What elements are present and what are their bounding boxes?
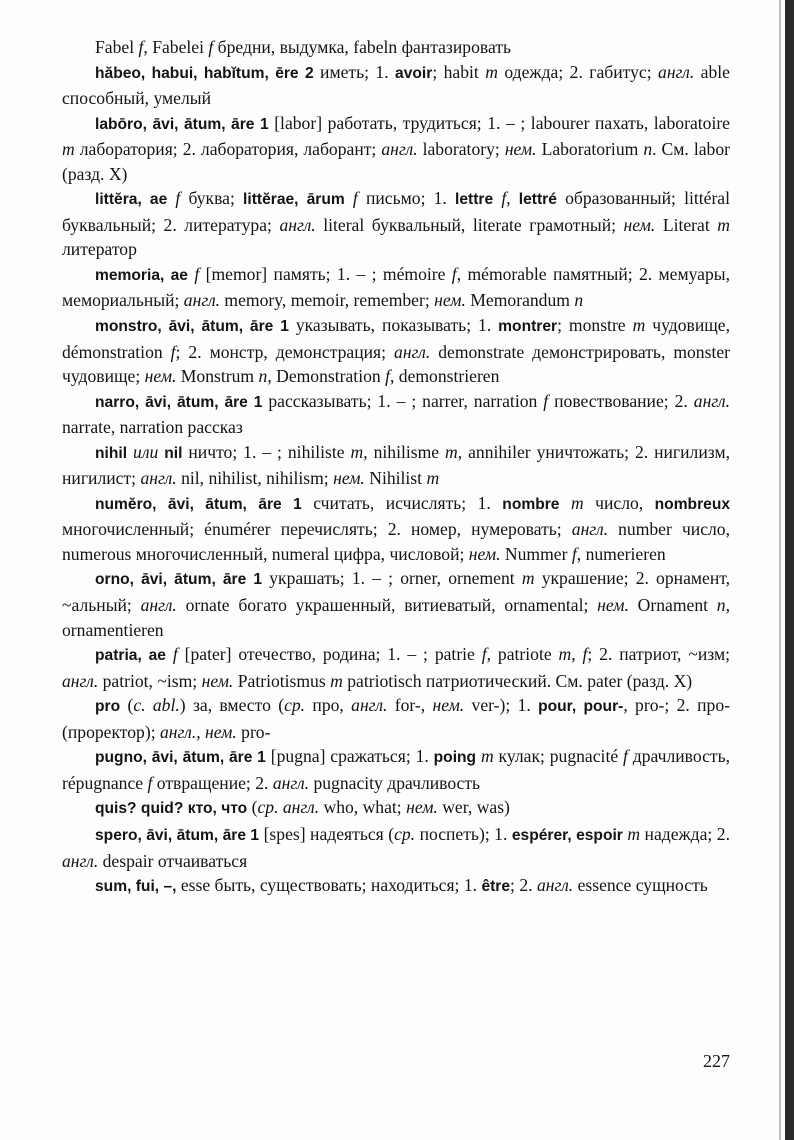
entry-text: Patriotismus [233, 670, 331, 691]
entry-text: , nihilisme [363, 441, 446, 462]
page-number: 227 [703, 1051, 730, 1071]
entry-text: , annihiler уничтожать; 2. нигилизм, нигилист; [62, 441, 730, 489]
entry-text: patriot, ~ism; [98, 670, 202, 691]
entry-abbrev: m [350, 441, 364, 462]
entry-text: Laboratorium [536, 139, 644, 160]
entry-term: кто, что [187, 800, 248, 818]
entry-abbrev: ср. англ. [257, 797, 320, 818]
entry-text: Ornament [628, 595, 717, 616]
entry-text: число, [583, 492, 655, 513]
entry-text: number число, numerous многочисленный, numeral цифра, числовой; [62, 519, 730, 564]
entry-text: украшать; 1. – ; orner, ornement [262, 568, 522, 589]
entry-abbrev: или [133, 441, 159, 462]
entry-text: [labor] работать, трудиться; 1. – ; labourer пахать, laboratoire [268, 112, 730, 133]
entry-text: образованный; littéral буквальный; 2. литература; [62, 188, 731, 235]
entry-abbrev: англ. [693, 390, 730, 411]
entry-text: отвращение; 2. [152, 772, 273, 793]
entry-text: письмо; 1. [357, 188, 455, 209]
entry-text: nil, nihilist, nihilism; [176, 468, 334, 489]
entry-term: avoir [395, 64, 433, 82]
entry-term: nil [164, 444, 183, 462]
entry-term: littĕra, ae [95, 191, 168, 209]
entry-abbrev: f [194, 263, 200, 284]
entry-text: литератор [62, 239, 137, 260]
entry-abbrev: нем. [333, 468, 365, 489]
entry-abbrev: m [632, 315, 646, 336]
entry-term: poing [433, 749, 477, 767]
dictionary-entry [62, 744, 730, 795]
entry-text: essence сущность [573, 875, 708, 896]
entry-abbrev: англ. [394, 341, 431, 362]
entry-text: literal буквальный, literate грамотный; [315, 214, 624, 235]
entry-text: , ornamentieren [62, 595, 730, 640]
entry-text: narrate, narration рассказ [62, 417, 243, 438]
dictionary-entry [62, 491, 730, 567]
entry-text: ; 2. патриот, ~изм; [587, 644, 730, 665]
entry-text: , demonstrieren [389, 366, 500, 387]
entry-text: Fabel [95, 37, 139, 57]
entry-term: montrer [498, 318, 558, 336]
entry-abbrev: англ. [571, 519, 609, 540]
entry-text: иметь; 1. [313, 61, 396, 82]
entry-abbrev: англ. [536, 875, 574, 896]
entry-text: считать, исчислять; 1. [301, 492, 503, 513]
entry-abbrev: англ. [272, 772, 310, 793]
entry-text: . См. labor (разд. X) [62, 139, 730, 184]
entry-text: ( [247, 797, 258, 818]
entry-abbrev: нем. [623, 214, 656, 235]
entry-abbrev: c. abl. [133, 695, 180, 716]
entry-text: Monstrum [176, 366, 259, 387]
entry-abbrev: n [258, 366, 268, 387]
entry-abbrev: m [570, 492, 584, 513]
entry-abbrev: n [716, 595, 726, 616]
entry-text: ( [120, 695, 134, 716]
entry-abbrev: m [485, 61, 498, 82]
entry-abbrev: f [623, 746, 628, 767]
entry-text: , patriote [486, 644, 559, 665]
entry-abbrev: англ. [62, 670, 99, 691]
entry-text: ; habit [432, 61, 486, 82]
dictionary-entry [62, 262, 730, 313]
entry-text: Nummer [500, 543, 572, 564]
dictionary-entry [62, 822, 730, 873]
entry-text: [pater] отечество, родина; 1. – ; patrie [177, 644, 482, 665]
entry-text: кулак; pugnacité [493, 746, 623, 767]
entry-abbrev: m [717, 214, 730, 235]
entry-term: être [481, 878, 511, 896]
entry-text: pro- [236, 721, 271, 742]
entry-abbrev: англ. [381, 139, 418, 160]
entry-text: patriotisch патриотический. См. pater (разд. X) [342, 670, 693, 691]
entry-abbrev: m [480, 746, 494, 767]
entry-term: orno, āvi, ātum, āre 1 [95, 571, 263, 589]
entry-text: , numerieren [576, 543, 666, 564]
entry-text: поспеть); 1. [415, 823, 512, 844]
entry-abbrev: m [330, 670, 343, 691]
entry-abbrev: нем. [597, 595, 629, 616]
dictionary-entry [62, 873, 730, 900]
entry-term: patria, ae [95, 647, 166, 665]
entry-text: , mémorable памятный; 2. мемуары, мемориальный; [62, 263, 731, 311]
entry-text: Nihilist [364, 468, 427, 489]
entry-text: рассказывать; 1. – ; narrer, narration [262, 390, 544, 411]
dictionary-entry [62, 440, 730, 491]
entry-text: драчливость, répugnance [62, 746, 730, 793]
entry-term: littĕrae, ārum [243, 191, 345, 209]
entry-abbrev: f [501, 188, 507, 209]
entry-text: ; 2. [510, 875, 537, 896]
entry-text: , Fabelei [143, 37, 209, 57]
entry-term: nihil [95, 444, 128, 462]
entry-text: [spes] надеяться ( [259, 823, 395, 844]
entry-text: laboratory; [417, 139, 505, 160]
entry-text: , Demonstration [267, 366, 386, 387]
entry-abbrev: нем. [432, 695, 465, 716]
page-edge-shadow [779, 0, 781, 1140]
entry-abbrev: m, f [558, 644, 588, 665]
entry-text: чудовище, démonstration [62, 315, 730, 362]
entry-text: who, what; [319, 797, 407, 818]
entry-text: бредни, выдумка, fabeln фантазировать [213, 37, 512, 57]
entry-abbrev: m [521, 568, 535, 589]
entry-abbrev: нем. [468, 543, 501, 564]
entry-abbrev: англ. [140, 468, 177, 489]
entry-term: pugno, āvi, ātum, āre 1 [95, 749, 266, 767]
entry-text: memory, memoir, remember; [220, 290, 435, 311]
entry-text: [pugna] сражаться; 1. [265, 746, 434, 767]
entry-text: надежда; 2. [640, 823, 730, 844]
entry-abbrev: ср. [394, 823, 416, 844]
entry-text [559, 493, 570, 513]
entry-term: lettre [455, 191, 494, 209]
entry-abbrev: нем. [144, 366, 177, 387]
entry-term: monstro, āvi, ātum, āre 1 [95, 318, 289, 336]
entry-text: ornate богато украшенный, витиеватый, ornamental; [176, 595, 598, 616]
entry-text: буква; [180, 188, 244, 209]
entry-abbrev: m [445, 441, 458, 462]
entry-text: , pro-; 2. про- (проректор); [62, 695, 730, 742]
entry-abbrev: f [172, 644, 178, 665]
entry-text: able способный, умелый [62, 61, 730, 109]
entry-term: labōro, āvi, ātum, āre 1 [95, 115, 269, 133]
entry-text: указывать, показывать; 1. [288, 315, 499, 336]
entry-term: pour, pour- [538, 698, 624, 716]
dictionary-entry [62, 693, 730, 744]
entry-abbrev: ср. [284, 695, 306, 716]
dictionary-entry [62, 186, 730, 262]
entry-abbrev: англ. [183, 290, 221, 311]
entry-abbrev: англ. [140, 595, 177, 616]
entry-term: nombreux [654, 495, 731, 513]
dictionary-entry [62, 60, 730, 111]
entry-text: for-, [387, 695, 433, 716]
entry-text: ; 2. монстр, демонстрация; [175, 341, 395, 362]
entry-text: ) за, вместо ( [179, 695, 285, 716]
entry-abbrev: f [352, 188, 358, 209]
entry-text: Memorandum [465, 290, 575, 311]
entry-abbrev: нем. [434, 290, 466, 311]
entry-abbrev: n [574, 290, 584, 311]
entry-term: lettré [518, 191, 557, 209]
entry-abbrev: f [147, 772, 153, 793]
entry-abbrev: f [170, 341, 176, 362]
dictionary-entry [62, 313, 730, 389]
entry-text: одежда; 2. габитус; [497, 61, 659, 82]
entry-text: ничто; 1. – ; nihiliste [182, 441, 351, 462]
entry-text: wer, was) [437, 797, 510, 818]
entry-term: pro [95, 698, 121, 716]
entry-text: про, [305, 695, 352, 716]
entry-text: украшение; 2. орнамент, ~альный; [62, 568, 730, 616]
entry-term: nombre [502, 495, 560, 513]
entry-text: esse быть, существовать; находиться; 1. [176, 875, 482, 896]
entry-term: sum, fui, –, [95, 878, 177, 896]
entry-abbrev: m [426, 468, 440, 489]
entry-abbrev: m [627, 823, 641, 844]
dictionary-entry [62, 642, 730, 693]
dictionary-entry [62, 35, 730, 60]
entry-term: spero, āvi, ātum, āre 1 [95, 826, 260, 844]
entry-text: demonstrate демонстрировать, monster чудовище; [62, 341, 731, 387]
entry-abbrev: f [138, 37, 144, 57]
entry-abbrev: англ. [62, 850, 99, 871]
entry-abbrev: f [208, 37, 214, 57]
entry-list [62, 35, 730, 900]
entry-abbrev: n [643, 139, 653, 160]
entry-abbrev: f [385, 366, 390, 387]
entry-abbrev: англ. [658, 61, 695, 82]
entry-abbrev: англ., нем. [160, 721, 237, 742]
entry-text: лаборатория; 2. лаборатория, лаборант; [74, 139, 382, 160]
entry-abbrev: англ. [279, 214, 316, 235]
entry-abbrev: m [62, 139, 75, 160]
entry-text: многочисленный; énumérer перечислять; 2. номер, нумеровать; [62, 519, 572, 540]
entry-abbrev: f [175, 188, 181, 209]
entry-text [166, 644, 173, 664]
entry-term: memoria, ae [95, 266, 188, 284]
entry-abbrev: f [481, 644, 487, 665]
entry-text: [memor] память; 1. – ; mémoire [199, 263, 452, 284]
entry-text [345, 188, 353, 208]
dictionary-entry [62, 111, 730, 187]
entry-term: quis? quid? [95, 800, 184, 818]
dictionary-entry [62, 566, 730, 642]
entry-abbrev: f [451, 263, 457, 284]
entry-abbrev: англ. [351, 695, 388, 716]
entry-text: ; monstre [557, 315, 633, 336]
entry-text: despair отчаиваться [98, 850, 248, 871]
entry-abbrev: f [543, 390, 549, 411]
entry-text: pugnacity драчливость [309, 772, 481, 793]
entry-term: hăbeo, habui, habĭtum, ēre 2 [95, 64, 314, 82]
entry-text: повествование; 2. [548, 390, 694, 411]
entry-term: espérer, espoir [511, 826, 623, 844]
entry-text: ver-); 1. [464, 695, 539, 716]
entry-text: Literat [655, 214, 718, 235]
dictionary-entry [62, 389, 730, 440]
page-edge [785, 0, 794, 1140]
dictionary-entry [62, 795, 730, 822]
entry-text: , [506, 188, 519, 209]
entry-abbrev: f [571, 543, 577, 564]
entry-abbrev: нем. [504, 139, 537, 160]
entry-term: numĕro, āvi, ātum, āre 1 [95, 495, 302, 513]
entry-abbrev: нем. [406, 797, 438, 818]
entry-term: narro, āvi, ātum, āre 1 [95, 393, 263, 411]
entry-abbrev: нем. [201, 670, 234, 691]
